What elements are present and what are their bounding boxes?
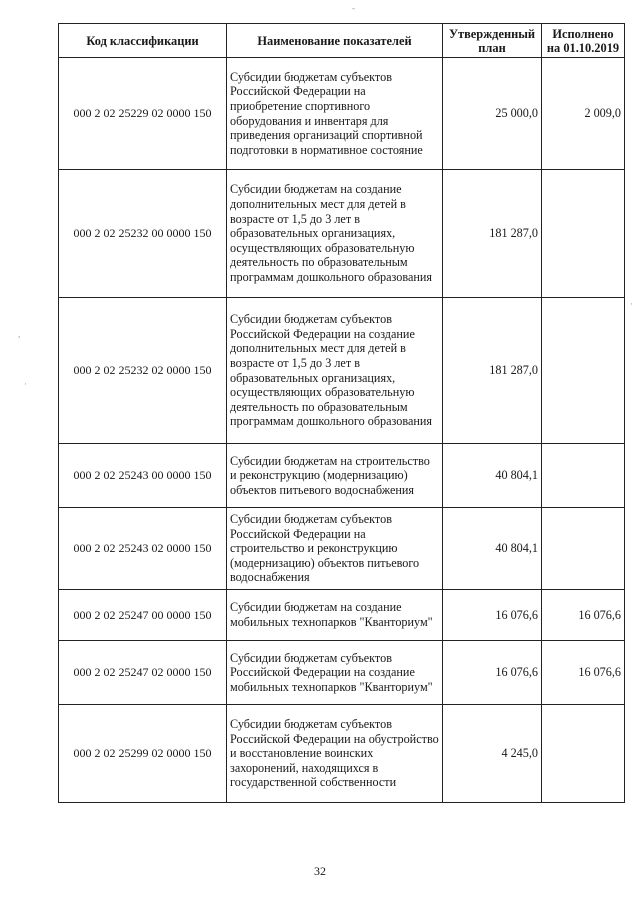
row-done: 16 076,6 xyxy=(542,590,625,641)
table-header-row xyxy=(59,24,625,58)
row-plan: 16 076,6 xyxy=(443,641,542,705)
scan-speck: · xyxy=(24,379,27,389)
row-done xyxy=(542,298,625,444)
header-plan xyxy=(443,24,542,58)
row-plan: 40 804,1 xyxy=(443,508,542,590)
table-row xyxy=(59,641,625,705)
header-name: Наименование показателей xyxy=(227,24,443,58)
table-row xyxy=(59,590,625,641)
scan-speck: , xyxy=(18,329,21,339)
row-name: Субсидии бюджетам субъектов Российской Федерации на создание мобильных технопарков "Кванториум" xyxy=(227,641,443,705)
table-row xyxy=(59,58,625,170)
row-name: Субсидии бюджетам субъектов Российской Федерации на строительство и реконструкцию (модернизацию) объектов питьевого водоснабжения xyxy=(227,508,443,590)
row-plan: 40 804,1 xyxy=(443,444,542,508)
row-code: 000 2 02 25243 00 0000 150 xyxy=(59,444,227,508)
row-done xyxy=(542,170,625,298)
header-done xyxy=(542,24,625,58)
row-code: 000 2 02 25247 00 0000 150 xyxy=(59,590,227,641)
header-done-line1: Исполнено xyxy=(552,26,614,41)
row-name: Субсидии бюджетам субъектов Российской Федерации на создание дополнительных мест для детей в возрасте от 1,5 до 3 лет в образовательных организациях, осуществляющих образовательную деятельность по образовательным программам дошкольного образования xyxy=(227,298,443,444)
row-plan: 181 287,0 xyxy=(443,298,542,444)
row-plan: 25 000,0 xyxy=(443,58,542,170)
table-row xyxy=(59,444,625,508)
row-plan: 181 287,0 xyxy=(443,170,542,298)
scan-speck: · xyxy=(630,299,633,309)
row-done: 16 076,6 xyxy=(542,641,625,705)
scan-speck: - xyxy=(352,3,355,13)
table-row xyxy=(59,508,625,590)
page-number: 32 xyxy=(314,864,326,878)
row-code: 000 2 02 25247 02 0000 150 xyxy=(59,641,227,705)
row-name: Субсидии бюджетам субъектов Российской Федерации на обустройство и восстановление воинских захоронений, находящихся в государственной собственности xyxy=(227,705,443,803)
header-done-line2: на 01.10.2019 xyxy=(546,40,620,55)
row-done xyxy=(542,444,625,508)
header-plan-line2: план xyxy=(478,40,506,55)
row-name: Субсидии бюджетам на создание дополнительных мест для детей в возрасте от 1,5 до 3 лет в образовательных организациях, осуществляющих образовательную деятельность по образовательным программам дошкольного образования xyxy=(227,170,443,298)
row-name: Субсидии бюджетам на строительство и реконструкцию (модернизацию) объектов питьевого водоснабжения xyxy=(227,444,443,508)
row-plan: 16 076,6 xyxy=(443,590,542,641)
budget-table xyxy=(58,23,625,803)
row-name: Субсидии бюджетам на создание мобильных технопарков "Кванториум" xyxy=(227,590,443,641)
row-code: 000 2 02 25232 02 0000 150 xyxy=(59,298,227,444)
table-row xyxy=(59,170,625,298)
row-code: 000 2 02 25243 02 0000 150 xyxy=(59,508,227,590)
header-plan-line1: Утвержденный xyxy=(448,26,536,41)
row-done: 2 009,0 xyxy=(542,58,625,170)
row-code: 000 2 02 25232 00 0000 150 xyxy=(59,170,227,298)
row-done xyxy=(542,705,625,803)
row-plan: 4 245,0 xyxy=(443,705,542,803)
row-name: Субсидии бюджетам субъектов Российской Федерации на приобретение спортивного оборудования и инвентаря для приведения организаций спортивной подготовки в нормативное состояние xyxy=(227,58,443,170)
row-code: 000 2 02 25229 02 0000 150 xyxy=(59,58,227,170)
row-done xyxy=(542,508,625,590)
header-code: Код классификации xyxy=(59,24,227,58)
table-row xyxy=(59,705,625,803)
table-row xyxy=(59,298,625,444)
row-code: 000 2 02 25299 02 0000 150 xyxy=(59,705,227,803)
